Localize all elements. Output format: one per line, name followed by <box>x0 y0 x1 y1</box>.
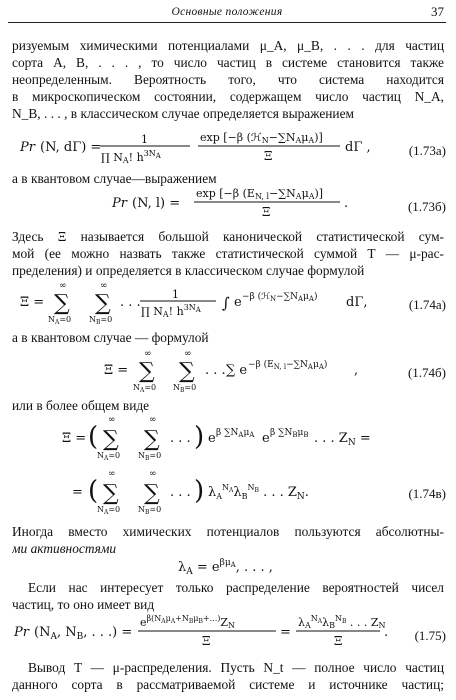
svg-text:∏ NA! h3NA: ∏ NA! $h^{3N}A$ <box>141 303 201 319</box>
svg-text:∑: ∑ <box>144 481 160 506</box>
line-text: или в более общем виде <box>12 398 150 413</box>
text-line-4 <box>12 89 444 105</box>
svg-text:β ∑NAμA: β $\sum N_A\mu_A$ <box>216 428 255 439</box>
line-text: Если нас интересует только распределение вероятностей чисел <box>28 580 444 595</box>
line-text: мой (ее можно назвать также статистической суммой T — μ-рас- <box>12 246 444 261</box>
svg-text:e: e <box>262 431 270 446</box>
svg-text:NA=0: $N_A=0$ <box>48 315 72 324</box>
svg-text:∫: ∫ <box>222 294 230 312</box>
svg-text:. . .: . . . <box>170 431 191 446</box>
svg-text:∑: ∑ <box>139 359 155 384</box>
equation-number: (1.74в) <box>408 486 446 501</box>
svg-text:): ) <box>194 476 205 506</box>
line-text: в микроскопическом состоянии, содержащем число частиц N_A, <box>12 89 444 104</box>
text-line-10 <box>12 330 444 346</box>
svg-text:,: , <box>354 363 359 378</box>
svg-text:Pr: Pr <box>14 625 29 640</box>
svg-text:∞: ∞ <box>59 281 67 291</box>
equation-1-74a <box>0 278 456 324</box>
svg-text:∑: ∑ <box>179 359 195 384</box>
svg-text:=: = <box>280 625 291 640</box>
svg-text:NB=0: $N_B=0$ <box>89 315 113 324</box>
svg-text:λANAλBNB . . . ZN: $\lambda A^NA\lambda B^NB$ . . . ZN <box>298 614 386 630</box>
line-text: а в квантовом случае — формулой <box>12 330 209 345</box>
svg-text:exp [−β (ℋN−∑NAμA)]: exp [−β (ℋN−∑NAμA)] <box>200 131 323 145</box>
svg-text:∞: ∞ <box>149 415 157 425</box>
svg-text:NA=0: $N_A=0$ <box>97 451 121 462</box>
line-text: а в квантовом случае—выражением <box>12 171 217 186</box>
svg-text:=: = <box>72 485 83 500</box>
svg-text:∑: ∑ <box>95 291 111 316</box>
line-text: данного сорта в рассматриваемой системе и источнике частиц; <box>12 677 444 692</box>
text-line-14 <box>28 580 444 596</box>
page-header <box>8 4 446 23</box>
svg-text:∞: ∞ <box>149 469 157 479</box>
equation-graphic <box>0 183 456 223</box>
text-line-7 <box>12 229 444 245</box>
svg-text:−β (EN, l−∑NAμA): −β $(E_{N, l}-\sum N_A\mu_A)$ <box>248 360 328 371</box>
svg-text:(N, dΓ) =: (N, dΓ) = <box>40 140 102 155</box>
text-line-5 <box>12 106 444 122</box>
svg-text:∞: ∞ <box>108 469 116 479</box>
line-text: Иногда вместо химических потенциалов пользуются абсолютны- <box>12 524 444 539</box>
svg-text:NB=0: $N_B=0$ <box>138 451 162 462</box>
equation-lambda <box>0 554 456 578</box>
svg-text:NA=0: $N_A=0$ <box>133 383 157 392</box>
text-line-2 <box>12 55 444 71</box>
svg-text:NB=0: $N_B=0$ <box>138 505 162 516</box>
svg-text:∞: ∞ <box>108 415 116 425</box>
svg-text:Ξ: Ξ <box>334 634 343 648</box>
line-text: N_B, . . . , в классическом случае определяется выражением <box>12 106 355 121</box>
svg-text:(: ( <box>88 476 99 506</box>
svg-text:∞: ∞ <box>144 349 152 359</box>
svg-text:Ξ: Ξ <box>264 149 273 163</box>
equation-graphic <box>0 412 456 520</box>
svg-text:Ξ: Ξ <box>202 634 211 648</box>
svg-text:β ∑NBμB: β $\sum N_B\mu_B$ <box>270 428 309 439</box>
svg-text:∞: ∞ <box>184 349 192 359</box>
page-number: 37 <box>431 4 444 19</box>
text-line-1 <box>12 38 444 54</box>
svg-text:Ξ =: Ξ = <box>104 363 129 378</box>
svg-text:−β (ℋN−∑NAμA): −β $(ℋ_N-\sum N_A\mu_A)$ <box>242 292 318 303</box>
equation-1-73b <box>0 183 456 223</box>
line-text: ми активностями <box>12 541 117 556</box>
svg-text:∑: ∑ <box>103 481 119 506</box>
svg-text:e: e <box>234 295 242 310</box>
equation-number: (1.75) <box>414 628 446 643</box>
equation-graphic <box>0 346 456 392</box>
equation-1-74v <box>0 412 456 520</box>
svg-text:. . .: . . . <box>170 485 191 500</box>
text-line-17 <box>12 677 444 693</box>
svg-text:∑ e: ∑ e <box>226 363 248 378</box>
svg-text:Ξ: Ξ <box>262 205 271 219</box>
equation-1-74b <box>0 346 456 392</box>
line-text: сорта A, B, . . . , то число частиц в системе становится также <box>12 55 444 70</box>
svg-text:eβ(NAμA+NBμB+...)ZN: $e^{\beta(N}A\mu A+NB\mu B+...)ZN$ <box>140 614 236 630</box>
svg-text:Pr: Pr <box>112 196 127 211</box>
svg-text:∑: ∑ <box>144 427 160 452</box>
text-line-9 <box>12 263 444 279</box>
text-line-15 <box>12 597 444 613</box>
svg-text:1: 1 <box>141 133 148 146</box>
equation-graphic <box>0 127 456 167</box>
equation-number: (1.74а) <box>408 297 446 312</box>
svg-text:.: . <box>344 196 349 211</box>
svg-text:exp [−β (EN, l−∑NAμA)]: exp [−β (EN, l−∑NAμA)] <box>196 187 324 201</box>
svg-text:λA = eβμA, . . . ,: $\lambda_A = e^{\beta\mu}A$, . . . , <box>178 558 273 577</box>
equation-graphic <box>0 278 456 324</box>
line-text: частиц, то оно имеет вид <box>12 597 155 612</box>
svg-text:): ) <box>194 422 205 452</box>
svg-text:∑: ∑ <box>54 291 70 316</box>
text-line-8 <box>12 246 444 262</box>
svg-text:(N, l) =: (N, l) = <box>132 196 181 211</box>
text-line-3 <box>12 72 444 88</box>
equation-1-75 <box>0 612 456 652</box>
svg-text:λANAλBNB . . . ZN.: $\lambda_A^NA\lambda_B^NB$ . . . $Z_N$. <box>208 483 309 502</box>
equation-number: (1.73а) <box>408 143 446 158</box>
running-title: Основные положения <box>171 6 283 18</box>
svg-text:NB=0: $N_B=0$ <box>173 383 197 392</box>
svg-text:.: . <box>384 625 389 640</box>
svg-text:NA=0: $N_A=0$ <box>97 505 121 516</box>
svg-text:Pr: Pr <box>20 140 35 155</box>
svg-text:. . . ZN =: . . . $Z_N$ = <box>314 431 371 448</box>
svg-text:Ξ =: Ξ = <box>62 431 87 446</box>
equation-graphic <box>0 612 456 652</box>
equation-graphic <box>0 554 456 578</box>
text-line-16 <box>28 660 444 676</box>
svg-text:e: e <box>208 431 216 446</box>
line-text: Здесь Ξ называется большой канонической статистической сум- <box>12 229 444 244</box>
svg-text:dΓ ,: dΓ , <box>345 140 371 155</box>
svg-text:(NA, NB, . . .) =: ($N_A$, $N_B$, . . .) = <box>34 625 133 642</box>
text-line-12 <box>12 524 444 540</box>
svg-text:. . .: . . . <box>120 295 141 310</box>
svg-text:(: ( <box>88 422 99 452</box>
line-text: Вывод T — μ-распределения. Пусть N_t — полное число частиц <box>28 660 444 675</box>
equation-number: (1.74б) <box>407 365 446 380</box>
equation-number: (1.73б) <box>407 199 446 214</box>
svg-text:Ξ =: Ξ = <box>20 295 45 310</box>
svg-text:1: 1 <box>172 288 179 301</box>
line-text: неопределенным. Вероятность того, что система находится <box>12 72 444 87</box>
svg-text:∞: ∞ <box>100 281 108 291</box>
equation-1-73a <box>0 127 456 167</box>
svg-text:∏ NA! h3NA: ∏ NA! $h^{3N}A$ <box>101 149 161 165</box>
svg-text:∑: ∑ <box>103 427 119 452</box>
line-text: ризуемым химическими потенциалами μ_A, μ_B, . . . для частиц <box>12 38 444 53</box>
svg-text:dΓ,: dΓ, <box>346 295 368 310</box>
svg-text:. . .: . . . <box>205 363 226 378</box>
line-text: пределения) и определяется в классическом случае формулой <box>12 263 365 278</box>
